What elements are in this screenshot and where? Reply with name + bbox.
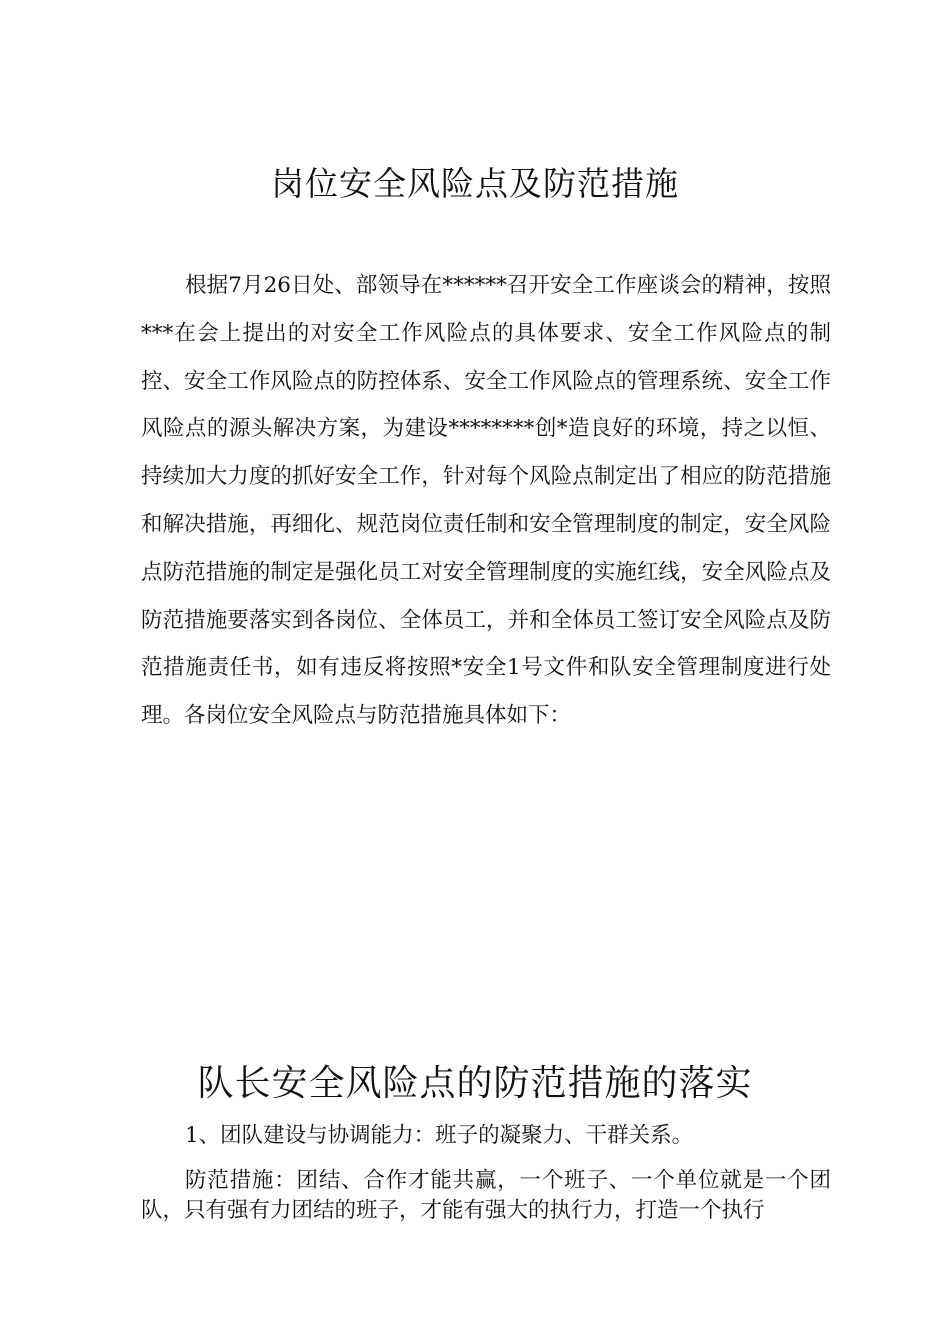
measure-paragraph: 防范措施：团结、合作才能共赢，一个班子、一个单位就是一个团队，只有强有力团结的班子，才能有强大的执行力，打造一个执行: [141, 1168, 831, 1223]
list-item: 1、团队建设与协调能力：班子的凝聚力、干群关系。: [185, 1123, 694, 1148]
intro-paragraph: 根据7月26日处、部领导在******召开安全工作座谈会的精神，按照***在会上提出的对安全工作风险点的具体要求、安全工作风险点的制控、安全工作风险点的防控体系、安全工作风险点的管理系统、安全工作风险点的源头解决方案，为建设********创*造良好的环境，持之以恒、持续加大力度的抓好安全工作，针对每个风险点制定出了相应的防范措施和解决措施，再细化、规范岗位责任制和安全管理制度的制定，安全风险点防范措施的制定是强化员工对安全管理制度的实施红线，安全风险点及防范措施要落实到各岗位、全体员工，并和全体员工签订安全风险点及防范措施责任书，如有违反将按照*安全1号文件和队安全管理制度进行处理。各岗位安全风险点与防范措施具体如下：: [141, 273, 831, 729]
document-title: 岗位安全风险点及防范措施: [271, 164, 679, 203]
section-title: 队长安全风险点的防范措施的落实: [197, 1063, 753, 1104]
